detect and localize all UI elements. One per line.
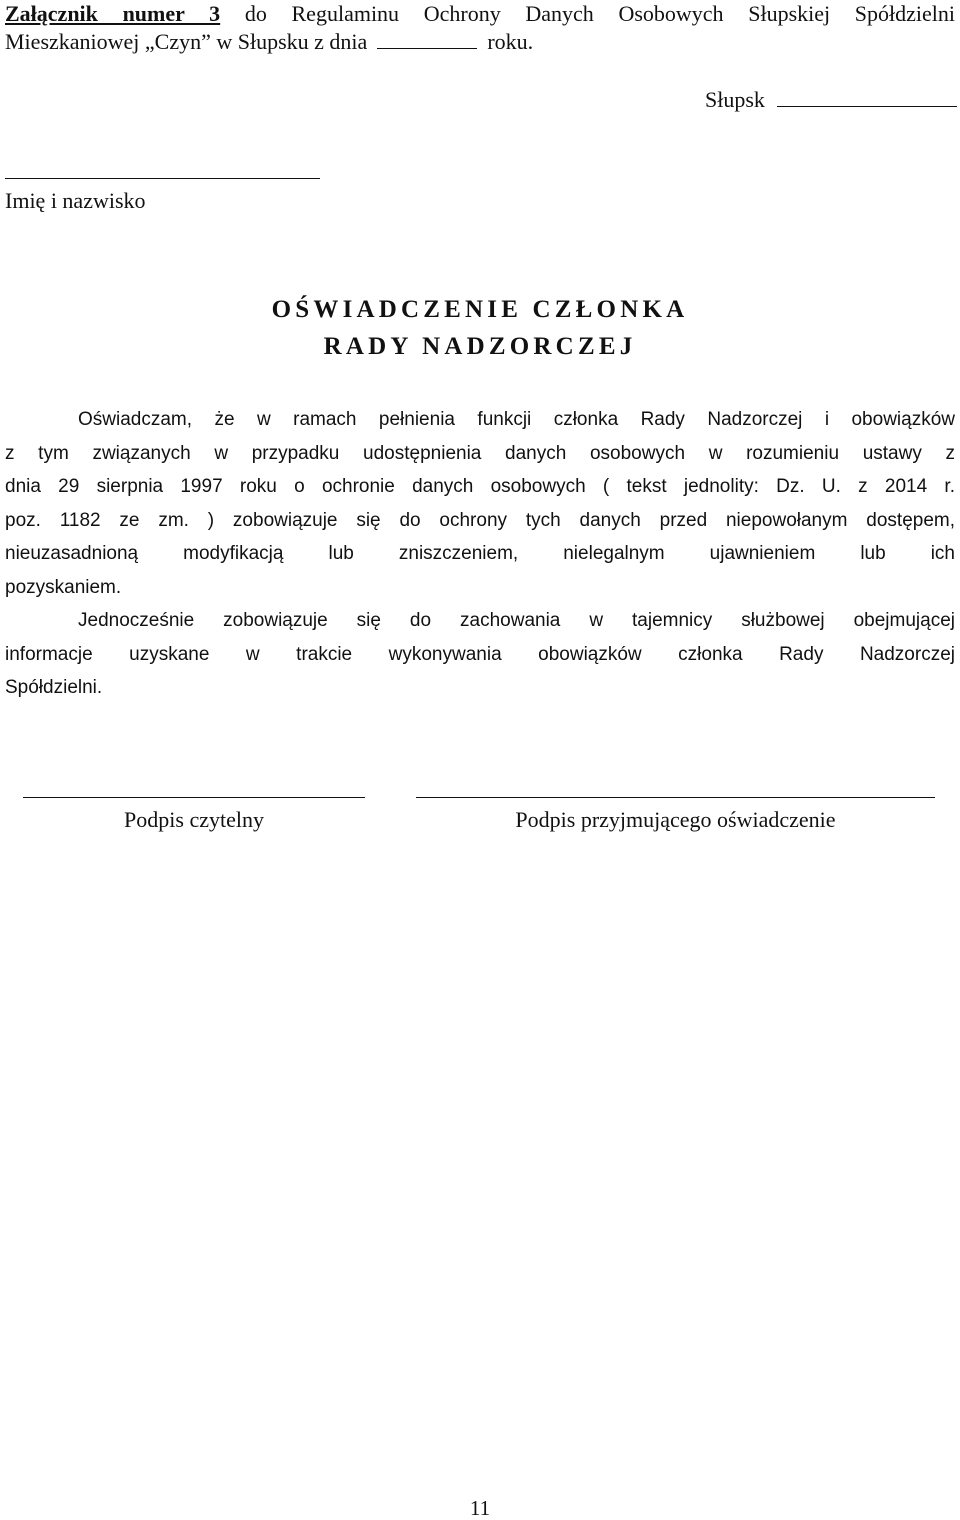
declaration-body xyxy=(5,403,955,705)
document-title-line-1: OŚWIADCZENIE CZŁONKA xyxy=(271,296,689,323)
place-label: Słupsk xyxy=(705,87,765,112)
body-line: informacje uzyskane w trakcie wykonywania obowiązków członka Rady Nadzorczej xyxy=(5,643,955,665)
header-line-2-end: roku. xyxy=(487,29,534,54)
page-number: 11 xyxy=(469,1496,491,1520)
body-line: Spółdzielni. xyxy=(5,677,103,698)
place-date-blank xyxy=(777,86,957,107)
signature-label-left: Podpis czytelny xyxy=(124,807,264,832)
place-field xyxy=(705,86,957,114)
body-line: z tym związanych w przypadku udostępnienia danych osobowych w rozumieniu ustawy z xyxy=(5,442,955,464)
name-label: Imię i nazwisko xyxy=(5,188,146,213)
body-line: nieuzasadnioną modyfikacją lub zniszczeniem, nielegalnym ujawnieniem lub ich xyxy=(5,543,955,564)
header-line-1-text: do Regulaminu Ochrony Danych Osobowych Słupskiej Spółdzielni xyxy=(244,1,956,26)
body-line: Oświadczam, że w ramach pełnienia funkcji członka Rady Nadzorczej i obowiązków xyxy=(78,409,955,430)
name-blank-line xyxy=(5,178,320,179)
signature-line-left xyxy=(23,797,365,798)
header-line-2-text: Mieszkaniowej „Czyn” w Słupsku z dnia xyxy=(5,29,368,54)
document-title-line-2: RADY NADZORCZEJ xyxy=(323,333,637,360)
header-line-1 xyxy=(5,0,955,28)
signature-label-right: Podpis przyjmującego oświadczenie xyxy=(515,807,836,832)
body-line: dnia 29 sierpnia 1997 roku o ochronie danych osobowych ( tekst jednolity: Dz. U. z 2014 r. xyxy=(5,476,955,497)
document-header xyxy=(5,0,955,56)
body-line: poz. 1182 ze zm. ) zobowiązuje się do ochrony tych danych przed niepowołanym dostępem, xyxy=(5,509,955,531)
date-blank-field xyxy=(377,28,477,49)
header-line-2 xyxy=(5,28,955,56)
body-line: Jednocześnie zobowiązuje się do zachowania w tajemnicy służbowej obejmującej xyxy=(78,610,955,631)
signature-line-right xyxy=(416,797,935,798)
annex-label: Załącznik numer 3 xyxy=(5,1,221,26)
body-line: pozyskaniem. xyxy=(5,576,122,598)
